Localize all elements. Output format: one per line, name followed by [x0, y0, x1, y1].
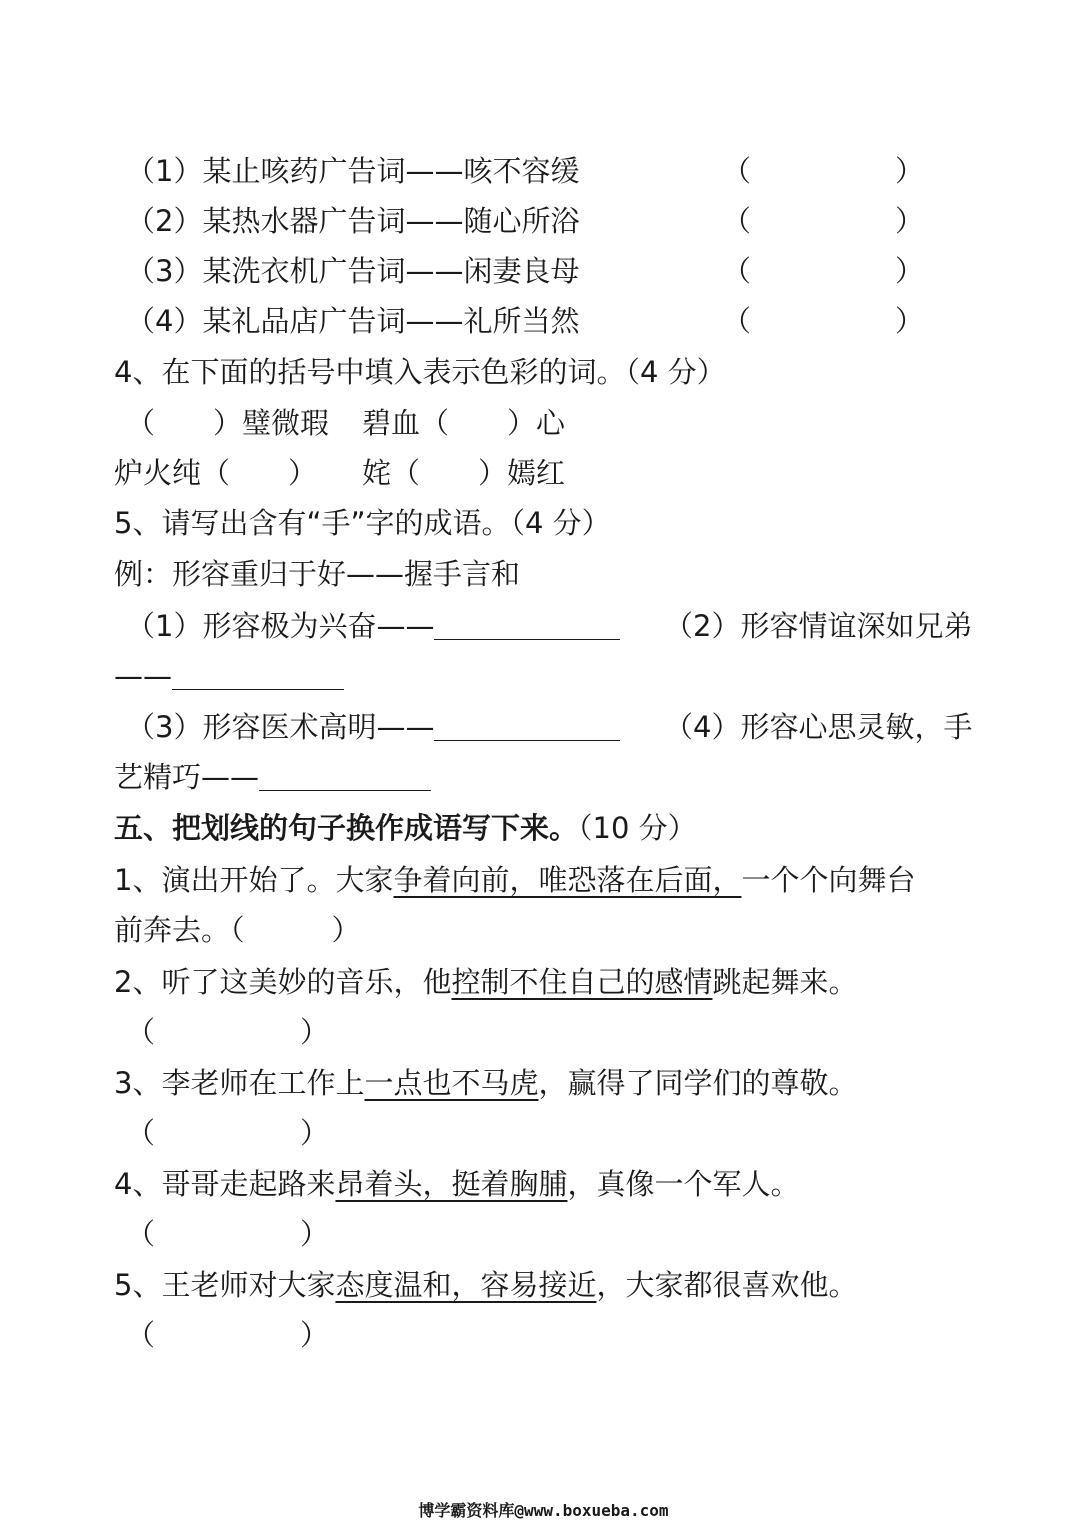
ad-item-3-open-bracket: （	[722, 254, 752, 288]
q5-example: 例：形容重归于好——握手言和	[114, 557, 521, 591]
s5-answer-2[interactable]: （ ）	[126, 1015, 330, 1049]
s5-sentence-4	[114, 1159, 799, 1209]
ad-item-3-close-bracket: ）	[895, 254, 925, 288]
section5-title	[114, 803, 697, 853]
q5-item-4-label: 艺精巧——	[114, 760, 260, 794]
ad-item-4-close-bracket: ）	[895, 304, 925, 338]
q5-title: 5、请写出含有“手”字的成语。（4 分）	[114, 506, 611, 540]
ad-item-2-close-bracket: ）	[895, 204, 925, 238]
section5-score: （10 分）	[578, 811, 697, 845]
s5-4-underlined: 昂着头，挺着胸脯	[335, 1167, 568, 1201]
s5-2-text-b: 跳起舞来。	[712, 965, 858, 999]
q5-item-2-cont	[114, 651, 344, 701]
s5-1-underlined: 争着向前，唯恐落在后面，	[393, 863, 742, 897]
s5-2-underlined: 控制不住自己的感情	[451, 965, 713, 999]
q5-item-1-blank[interactable]	[434, 605, 620, 640]
s5-1-text-a: 1、演出开始了。大家	[114, 863, 394, 897]
s5-answer-3[interactable]: （ ）	[126, 1116, 330, 1150]
section5-heading: 五、把划线的句子换作成语写下来。	[114, 811, 579, 845]
q5-item-4-blank[interactable]	[259, 756, 431, 791]
ad-item-2-open-bracket: （	[722, 204, 752, 238]
q4-title: 4、在下面的括号中填入表示色彩的词。（4 分）	[114, 355, 726, 389]
ad-item-4: （4）某礼品店广告词——礼所当然	[126, 304, 580, 338]
q5-item-3	[126, 702, 620, 752]
s5-4-text-a: 4、哥哥走起路来	[114, 1167, 336, 1201]
s5-1-text-b: 一个个向舞台	[741, 863, 916, 897]
ad-item-4-open-bracket: （	[722, 304, 752, 338]
q4-color-idiom-2: 碧血（ ）心	[362, 406, 566, 440]
q5-item-2-dash: ——	[114, 659, 172, 693]
ad-item-2: （2）某热水器广告词——随心所浴	[126, 204, 580, 238]
footer-watermark: 博学霸资料库@www.boxueba.com	[418, 1501, 669, 1520]
q5-item-4-cont	[114, 752, 431, 802]
s5-answer-4[interactable]: （ ）	[126, 1217, 330, 1251]
q5-item-2-blank[interactable]	[172, 655, 344, 690]
s5-sentence-5	[114, 1260, 857, 1310]
s5-5-underlined: 态度温和，容易接近	[335, 1268, 597, 1302]
s5-answer-5[interactable]: （ ）	[126, 1318, 330, 1352]
q5-item-3-blank[interactable]	[434, 706, 620, 741]
ad-item-1-close-bracket: ）	[895, 154, 925, 188]
s5-sentence-1-cont: 前奔去。（ ）	[114, 913, 361, 947]
q5-item-1-label: （1）形容极为兴奋——	[126, 609, 435, 643]
s5-3-underlined: 一点也不马虎	[364, 1066, 539, 1100]
s5-4-text-b: ，真像一个军人。	[567, 1167, 800, 1201]
q4-color-idiom-3: 炉火纯（ ）	[114, 456, 318, 490]
ad-item-1: （1）某止咳药广告词——咳不容缓	[126, 154, 580, 188]
q5-item-3-label: （3）形容医术高明——	[126, 710, 435, 744]
q5-item-4: （4）形容心思灵敏，手	[664, 710, 973, 744]
q5-item-1	[126, 601, 620, 651]
s5-sentence-1	[114, 855, 915, 905]
s5-3-text-b: ，赢得了同学们的尊敬。	[538, 1066, 858, 1100]
ad-item-1-open-bracket: （	[722, 154, 752, 188]
q5-item-2: （2）形容情谊深如兄弟	[664, 609, 973, 643]
q4-color-idiom-4: 姹（ ）嫣红	[362, 456, 566, 490]
q4-color-idiom-1: （ ）璧微瑕	[126, 406, 330, 440]
ad-item-3: （3）某洗衣机广告词——闲妻良母	[126, 254, 580, 288]
s5-5-text-b: ，大家都很喜欢他。	[596, 1268, 858, 1302]
s5-sentence-2	[114, 957, 857, 1007]
s5-2-text-a: 2、听了这美妙的音乐，他	[114, 965, 452, 999]
s5-5-text-a: 5、王老师对大家	[114, 1268, 336, 1302]
s5-3-text-a: 3、李老师在工作上	[114, 1066, 365, 1100]
s5-sentence-3	[114, 1058, 857, 1108]
